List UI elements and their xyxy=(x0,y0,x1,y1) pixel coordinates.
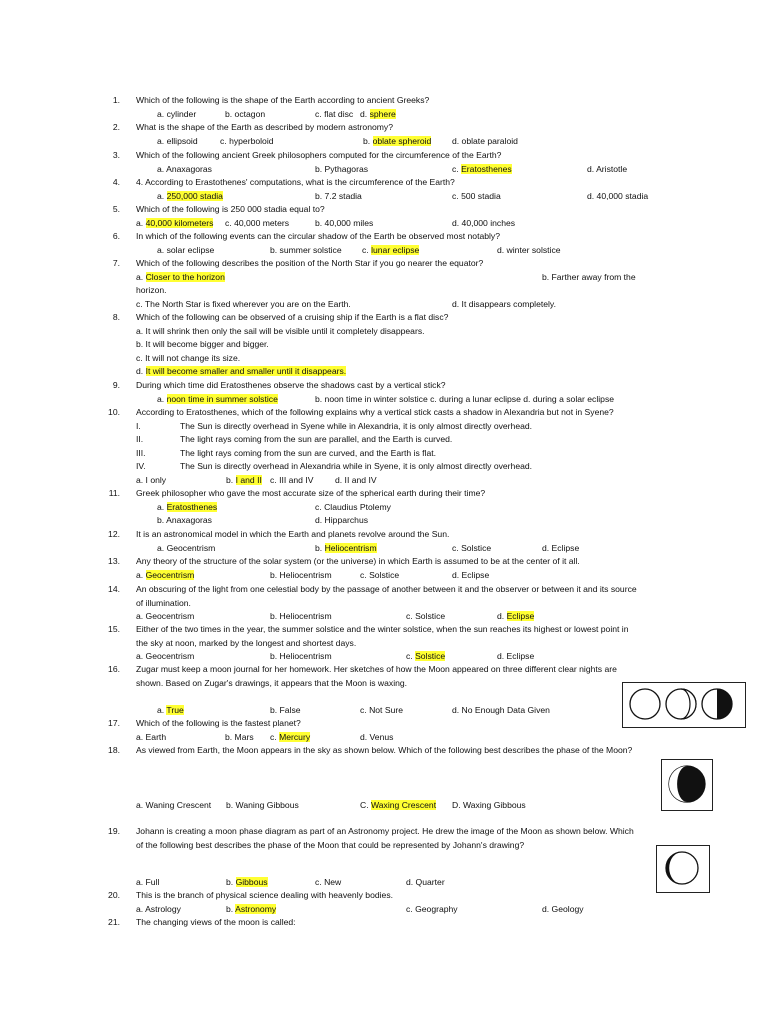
option-text: c. Not Sure xyxy=(360,705,403,715)
answer-option[interactable] xyxy=(136,800,211,810)
roman-statement: The light rays coming from the sun are parallel, and the Earth is curved. xyxy=(180,434,453,444)
question-text: The changing views of the moon is called: xyxy=(136,917,296,927)
answer-option[interactable] xyxy=(452,136,518,146)
highlighted-answer: 40,000 kilometers xyxy=(145,217,214,228)
question-number: 13. xyxy=(108,556,120,566)
highlighted-answer: noon time in summer solstice xyxy=(166,393,278,404)
answer-option[interactable] xyxy=(270,705,301,715)
question-number: 21. xyxy=(108,917,120,927)
option-letter: a. xyxy=(157,190,165,201)
option-text: a. Full xyxy=(136,877,160,887)
option-text: d. Geology xyxy=(542,903,584,914)
answer-option[interactable] xyxy=(363,136,431,146)
highlighted-answer: Closer to the horizon xyxy=(145,271,225,282)
roman-statement: The light rays coming from the sun are curved, and the Earth is flat. xyxy=(180,447,437,458)
option-text: d. Venus xyxy=(360,731,394,742)
option-letter: c. xyxy=(406,651,413,661)
answer-option[interactable] xyxy=(220,136,274,146)
answer-option[interactable] xyxy=(270,570,332,580)
option-letter: c. xyxy=(270,731,277,742)
option-text: c. Solstice xyxy=(406,611,446,621)
highlighted-answer: oblate spheroid xyxy=(372,135,432,146)
roman-statement: The Sun is directly overhead in Syene while in Alexandria, it is only almost directly overhead. xyxy=(180,420,533,431)
answer-option[interactable] xyxy=(452,218,515,228)
option-letter: d. xyxy=(360,108,368,119)
answer-option[interactable] xyxy=(226,475,262,485)
highlighted-answer: Waxing Crescent xyxy=(370,800,437,810)
answer-option[interactable] xyxy=(497,245,561,255)
option-letter: a. xyxy=(157,135,165,146)
question-text: Which of the following describes the position of the North Star if you go nearer the equator? xyxy=(136,258,484,268)
option-letter: b. xyxy=(226,877,234,887)
answer-option[interactable] xyxy=(225,109,265,119)
option-text: cylinder xyxy=(166,108,197,119)
option-text: b. Heliocentrism xyxy=(270,569,332,580)
question-text: Which of the following is the fastest planet? xyxy=(136,718,301,728)
option-text: ellipsoid xyxy=(166,135,198,146)
highlighted-answer: Astronomy xyxy=(235,903,277,914)
question-text-cont: of illumination. xyxy=(136,597,191,608)
option-text: d. oblate paraloid xyxy=(452,135,518,146)
option-letter: a. xyxy=(136,569,144,580)
question-text: 4. According to Erastothenes' computations, what is the circumference of the Earth? xyxy=(136,177,455,187)
answer-option[interactable] xyxy=(315,502,391,512)
question-number: 2. xyxy=(112,122,120,132)
moon-outline-icon xyxy=(629,688,661,725)
answer-option[interactable] xyxy=(225,218,289,228)
option-text: b. noon time in winter solstice c. during a lunar eclipse d. during a solar eclipse xyxy=(315,393,615,404)
answer-option[interactable] xyxy=(497,611,534,621)
option-text: horizon. xyxy=(136,285,167,295)
option-letter: b. xyxy=(226,903,234,914)
option-text: c. It will not change its size. xyxy=(136,352,241,363)
answer-option[interactable] xyxy=(157,502,217,512)
option-letter: c. xyxy=(362,244,369,255)
answer-option[interactable] xyxy=(452,800,526,810)
highlighted-answer: Eratosthenes xyxy=(461,163,512,174)
question-number: 8. xyxy=(112,312,120,322)
highlighted-answer: Gibbous xyxy=(235,877,268,887)
option-text: c. Geography xyxy=(406,903,458,914)
answer-option[interactable] xyxy=(157,515,212,525)
question-text: According to Eratosthenes, which of the following explains why a vertical stick casts a shadow in Alexandria but not in Syene? xyxy=(136,407,614,417)
option-letter: d. xyxy=(497,611,505,621)
answer-option[interactable] xyxy=(136,326,425,336)
answer-option[interactable] xyxy=(315,164,368,174)
option-text: d. Eclipse xyxy=(452,569,490,580)
option-text: b. Waning Gibbous xyxy=(226,800,299,810)
answer-option[interactable] xyxy=(226,800,299,810)
option-letter: a. xyxy=(157,244,165,255)
option-text: c. Solstice xyxy=(452,542,492,553)
answer-option[interactable] xyxy=(497,651,534,661)
answer-option[interactable] xyxy=(542,904,584,914)
option-text: c. The North Star is fixed wherever you are on the Earth. xyxy=(136,298,351,309)
option-text: a. Waning Crescent xyxy=(136,800,212,810)
answer-option[interactable] xyxy=(452,705,550,715)
question-text: Johann is creating a moon phase diagram as part of an Astronomy project. He drew the image of the Moon as shown below. Which xyxy=(136,826,634,836)
option-text: c. Claudius Ptolemy xyxy=(315,501,391,512)
option-letter: d. xyxy=(136,366,144,376)
option-text: b. 40,000 miles xyxy=(315,217,374,228)
question-text: As viewed from Earth, the Moon appears in the sky as shown below. Which of the following best describes the phase of the Moon? xyxy=(136,745,633,755)
highlighted-answer: True xyxy=(166,705,184,715)
question-text: Which of the following is the shape of the Earth according to ancient Greeks? xyxy=(136,95,430,105)
highlighted-answer: It will become smaller and smaller until it disappears. xyxy=(145,366,347,376)
answer-option[interactable] xyxy=(315,218,373,228)
moon-half-right-dark-icon xyxy=(701,688,733,725)
answer-option[interactable] xyxy=(136,218,213,228)
question-number: 18. xyxy=(108,745,120,755)
highlighted-answer: 250,000 stadia xyxy=(166,190,223,201)
answer-option[interactable] xyxy=(136,366,346,376)
option-letter: C. xyxy=(360,800,369,810)
option-text: c. Solstice xyxy=(360,569,400,580)
highlighted-answer: lunar eclipse xyxy=(371,244,420,255)
answer-option[interactable] xyxy=(157,394,278,404)
option-text: b. summer solstice xyxy=(270,244,342,255)
answer-option[interactable] xyxy=(362,245,419,255)
answer-option[interactable] xyxy=(406,651,445,661)
option-letter: a. xyxy=(157,108,165,119)
answer-option[interactable] xyxy=(157,543,215,553)
question-number: 17. xyxy=(108,718,120,728)
question-number: 10. xyxy=(108,407,120,417)
option-text: d. Aristotle xyxy=(587,163,628,174)
highlighted-answer: sphere xyxy=(369,108,396,119)
roman-numeral: II. xyxy=(136,434,144,444)
option-text: c. New xyxy=(315,877,342,887)
answer-option[interactable] xyxy=(136,732,166,742)
option-text: c. hyperboloid xyxy=(220,135,274,146)
question-number: 1. xyxy=(112,95,120,105)
question-text-cont: shown. Based on Zugar's drawings, it appears that the Moon is waxing. xyxy=(136,677,408,688)
question-text: An obscuring of the light from one celestial body by the passage of another between it and the observer or between it and its source xyxy=(136,584,637,594)
highlighted-answer: Mercury xyxy=(279,731,311,742)
roman-numeral: I. xyxy=(136,420,141,431)
answer-option[interactable] xyxy=(136,475,166,485)
answer-option[interactable] xyxy=(360,705,403,715)
option-text: b. Mars xyxy=(225,731,254,742)
highlighted-answer: Eratosthenes xyxy=(166,501,218,512)
answer-option[interactable] xyxy=(157,245,214,255)
question-number: 19. xyxy=(108,826,120,836)
option-text: a. Astrology xyxy=(136,903,181,914)
answer-option[interactable] xyxy=(315,109,353,119)
option-text: d. II and IV xyxy=(335,474,377,485)
answer-option[interactable] xyxy=(360,800,436,810)
question-text: During which time did Eratosthenes observe the shadows cast by a vertical stick? xyxy=(136,380,446,390)
answer-option[interactable] xyxy=(360,732,393,742)
roman-numeral: IV. xyxy=(136,461,146,471)
answer-option[interactable] xyxy=(136,570,194,580)
option-letter: b. xyxy=(157,515,165,525)
answer-option[interactable]: b. Farther away from the xyxy=(542,271,636,282)
option-text: d. Hipparchus xyxy=(315,515,369,525)
answer-option[interactable] xyxy=(360,570,399,580)
answer-option[interactable] xyxy=(136,877,159,887)
option-letter: c. xyxy=(452,163,459,174)
question-number: 16. xyxy=(108,664,120,674)
answer-option[interactable] xyxy=(452,570,489,580)
question-number: 11. xyxy=(108,488,120,498)
option-letter: a. xyxy=(136,271,144,282)
answer-option[interactable] xyxy=(335,475,377,485)
highlighted-answer: Solstice xyxy=(415,651,446,661)
option-text: a. I only xyxy=(136,474,167,485)
question-text: Which of the following is 250 000 stadia equal to? xyxy=(136,204,325,214)
question-number: 20. xyxy=(108,890,120,900)
option-text: b. octagon xyxy=(225,108,266,119)
roman-numeral: III. xyxy=(136,447,146,458)
question-text-cont: the sky at noon, marked by the longest and shortest days. xyxy=(136,637,357,648)
answer-option[interactable] xyxy=(136,904,181,914)
question-number: 7. xyxy=(112,258,120,268)
answer-option[interactable] xyxy=(406,904,458,914)
option-text: a. Earth xyxy=(136,731,167,742)
answer-option[interactable] xyxy=(270,245,342,255)
answer-option[interactable] xyxy=(226,877,268,887)
answer-option[interactable] xyxy=(136,299,351,309)
option-text: c. 40,000 meters xyxy=(225,217,290,228)
option-letter: a. xyxy=(136,217,144,228)
answer-option[interactable] xyxy=(157,136,198,146)
question-text: Greek philosopher who gave the most accurate size of the spherical earth during their time? xyxy=(136,488,486,498)
option-text: a. Geocentrism xyxy=(136,651,195,661)
moon-thin-crescent-left-icon xyxy=(665,851,699,890)
answer-option[interactable] xyxy=(157,109,196,119)
answer-option[interactable] xyxy=(315,394,614,404)
question-number: 4. xyxy=(112,177,120,187)
option-letter: a. xyxy=(157,705,165,715)
option-letter: a. xyxy=(157,393,165,404)
option-text: d. No Enough Data Given xyxy=(452,705,550,715)
option-text: Anaxagoras xyxy=(166,163,212,174)
moon-crescent-right-icon xyxy=(665,688,697,725)
roman-statement: The Sun is directly overhead in Alexandria while in Syene, it is only almost directly overhead. xyxy=(180,461,533,471)
option-text: D. Waxing Gibbous xyxy=(452,800,526,810)
answer-option[interactable] xyxy=(136,339,269,349)
option-text: d. Eclipse xyxy=(497,651,535,661)
option-text: b. 7.2 stadia xyxy=(315,190,362,201)
option-text: b. False xyxy=(270,705,301,715)
option-text: Geocentrism xyxy=(166,542,216,553)
option-letter: b. xyxy=(226,474,234,485)
option-text: d. 40,000 inches xyxy=(452,217,516,228)
option-text: solar eclipse xyxy=(166,244,215,255)
answer-option[interactable] xyxy=(406,877,445,887)
answer-option[interactable] xyxy=(315,191,362,201)
option-text: c. flat disc xyxy=(315,108,354,119)
answer-option[interactable] xyxy=(157,164,212,174)
question-number: 15. xyxy=(108,624,120,634)
option-text: a. It will shrink then only the sail will be visible until it completely disappears. xyxy=(136,325,425,336)
answer-option[interactable] xyxy=(226,904,276,914)
highlighted-answer: I and II xyxy=(235,474,262,485)
highlighted-answer: Geocentrism xyxy=(145,569,195,580)
question-number: 9. xyxy=(112,380,120,390)
option-text: c. 500 stadia xyxy=(452,190,501,201)
answer-option[interactable] xyxy=(136,285,167,295)
answer-option[interactable] xyxy=(225,732,254,742)
answer-option[interactable] xyxy=(136,272,225,282)
question-text: What is the shape of the Earth as described by modern astronomy? xyxy=(136,122,393,132)
question-text-cont: of the following best describes the phase of the Moon that could be represented by Johann's drawing? xyxy=(136,839,525,850)
question-number: 5. xyxy=(112,204,120,214)
answer-option[interactable] xyxy=(270,475,313,485)
answer-option[interactable] xyxy=(136,651,194,661)
highlighted-answer: Eclipse xyxy=(506,611,535,621)
highlighted-answer: Heliocentrism xyxy=(324,542,377,553)
answer-option[interactable] xyxy=(587,164,627,174)
answer-option[interactable] xyxy=(452,191,501,201)
option-text: Anaxagoras xyxy=(166,515,212,525)
answer-option[interactable] xyxy=(406,611,445,621)
answer-option[interactable] xyxy=(360,109,396,119)
answer-option[interactable] xyxy=(270,611,332,621)
option-letter: a. xyxy=(157,501,165,512)
question-number: 6. xyxy=(112,231,120,241)
answer-option[interactable] xyxy=(136,353,240,363)
answer-option[interactable] xyxy=(136,611,194,621)
answer-option[interactable] xyxy=(315,515,368,525)
answer-option[interactable] xyxy=(452,164,512,174)
answer-option[interactable] xyxy=(542,543,579,553)
option-text: a. Geocentrism xyxy=(136,611,195,621)
answer-option[interactable] xyxy=(157,705,184,715)
option-letter: a. xyxy=(157,542,165,553)
answer-option[interactable] xyxy=(587,191,648,201)
question-number: 12. xyxy=(108,529,120,539)
option-letter: b. xyxy=(315,542,323,553)
question-number: 14. xyxy=(108,584,120,594)
question-text: It is an astronomical model in which the Earth and planets revolve around the Sun. xyxy=(136,529,450,539)
answer-option[interactable] xyxy=(452,543,491,553)
option-text: d. Eclipse xyxy=(542,542,580,553)
option-text: b. Heliocentrism xyxy=(270,651,332,661)
answer-option[interactable] xyxy=(270,732,310,742)
question-text: Which of the following ancient Greek philosophers computed for the circumference of the Earth? xyxy=(136,150,502,160)
option-text: b. It will become bigger and bigger. xyxy=(136,339,269,349)
option-text: c. III and IV xyxy=(270,474,314,485)
option-letter: b. xyxy=(363,135,371,146)
answer-option[interactable] xyxy=(315,877,341,887)
option-text: b. Heliocentrism xyxy=(270,611,332,621)
question-number: 3. xyxy=(112,150,120,160)
answer-option[interactable]: d. It disappears completely. xyxy=(452,298,556,309)
question-text: Zugar must keep a moon journal for her homework. Her sketches of how the Moon appeared on three different clear nights are xyxy=(136,664,617,674)
option-text: d. winter solstice xyxy=(497,244,561,255)
question-text: In which of the following events can the circular shadow of the Earth be observed most notably? xyxy=(136,231,501,241)
question-text: Either of the two times in the year, the summer solstice and the winter solstice, when the sun reaches its highest or lowest point in xyxy=(136,624,629,634)
question-text: Any theory of the structure of the solar system (or the universe) in which Earth is assumed to be at the center of it all. xyxy=(136,556,580,566)
answer-option[interactable] xyxy=(157,191,223,201)
question-text: This is the branch of physical science dealing with heavenly bodies. xyxy=(136,890,394,900)
moon-crescent-left-light-icon xyxy=(668,765,706,808)
option-text: b. Pythagoras xyxy=(315,163,369,174)
answer-option[interactable] xyxy=(315,543,377,553)
option-text: d. 40,000 stadia xyxy=(587,190,649,201)
question-text: Which of the following can be observed of a cruising ship if the Earth is a flat disc? xyxy=(136,312,449,322)
answer-option[interactable] xyxy=(270,651,332,661)
option-text: d. Quarter xyxy=(406,877,445,887)
option-letter: a. xyxy=(157,163,165,174)
